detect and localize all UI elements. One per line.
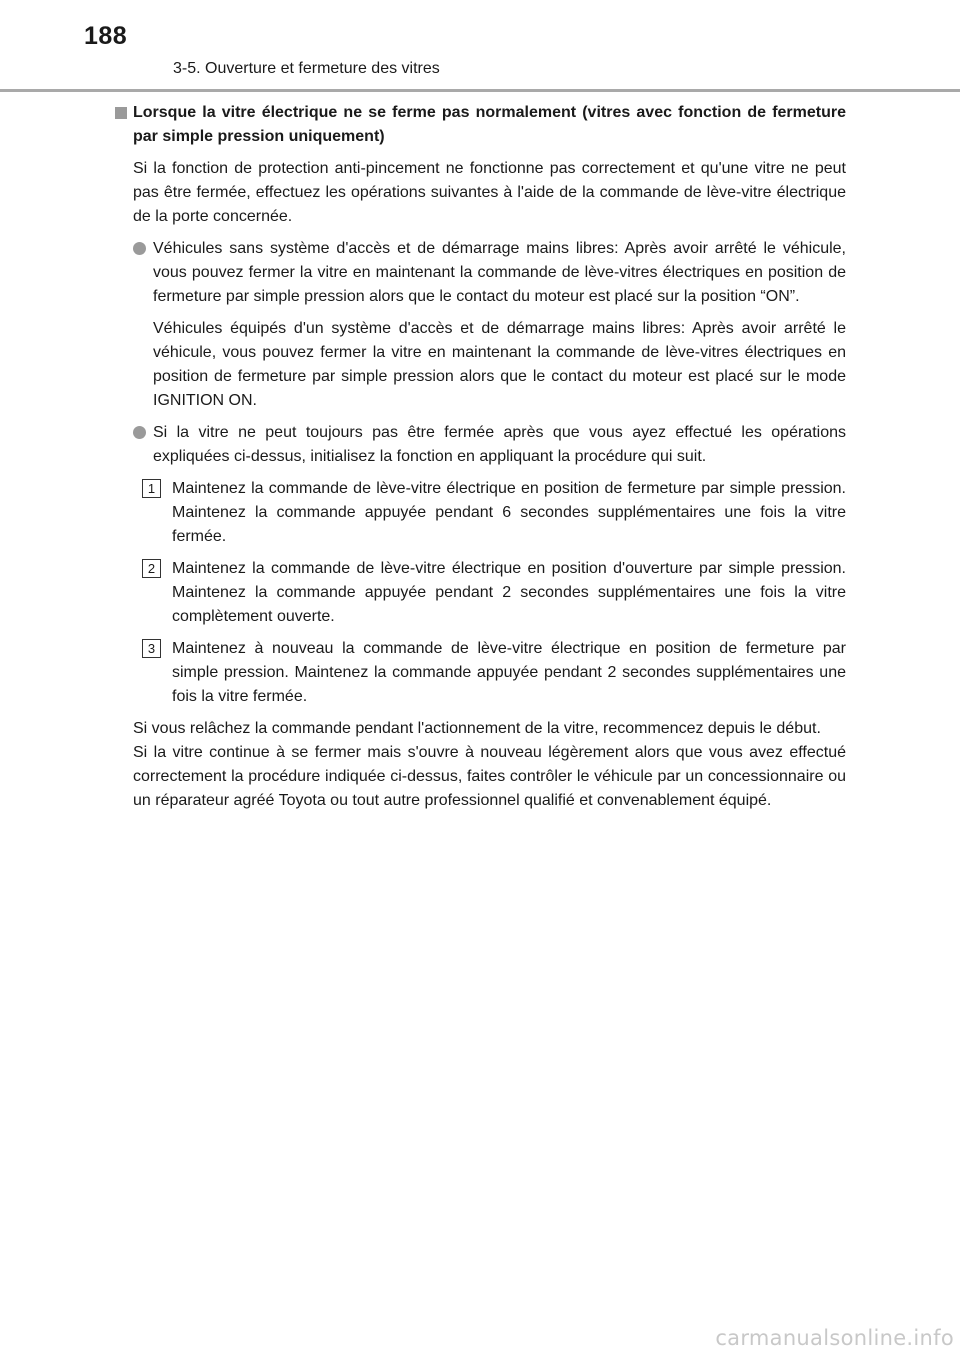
bullet-item-2 <box>113 421 846 469</box>
header-divider <box>0 89 960 92</box>
step-2 <box>113 557 846 629</box>
bullet-item-1 <box>113 237 846 309</box>
square-bullet-icon <box>115 107 127 119</box>
page-number: 188 <box>84 22 128 50</box>
section-heading: Lorsque la vitre électrique ne se ferme pas normalement (vitres avec fonction de fermeture par simple pression uniquement) <box>133 104 846 145</box>
bullet-text: Véhicules sans système d'accès et de démarrage mains libres: Après avoir arrêté le véhicule, vous pouvez fermer la vitre en maintenant la commande de lève-vitres électriques en position de fermeture par simple pression alors que le contact du moteur est placé sur la position “ON”. <box>153 240 846 305</box>
section-heading-row <box>113 101 846 149</box>
step-text: Maintenez la commande de lève-vitre électrique en position d'ouverture par simple pression. Maintenez la commande appuyée pendant 2 secondes supplémentaires une fois la vitre complètement ouverte. <box>172 560 846 625</box>
page-header <box>0 0 960 92</box>
step-number-box: 3 <box>142 639 161 658</box>
intro-paragraph: Si la fonction de protection anti-pincement ne fonctionne pas correctement et qu'une vitre ne peut pas être fermée, effectuez les opérations suivantes à l'aide de la commande de lève-vitre électrique de la porte concernée. <box>133 160 846 225</box>
step-text: Maintenez la commande de lève-vitre électrique en position de fermeture par simple pression. Maintenez la commande appuyée pendant 6 secondes supplémentaires une fois la vitre fermée. <box>172 480 846 545</box>
circle-bullet-icon <box>133 426 146 439</box>
section-title: 3-5. Ouverture et fermeture des vitres <box>173 60 440 77</box>
step-number-box: 1 <box>142 479 161 498</box>
step-text: Maintenez à nouveau la commande de lève-vitre électrique en position de fermeture par simple pression. Maintenez la commande appuyée pendant 2 secondes supplémentaires une fois la vitre fermée. <box>172 640 846 705</box>
bullet-text: Si la vitre ne peut toujours pas être fermée après que vous ayez effectué les opérations expliquées ci-dessus, initialisez la fonction en appliquant la procédure qui suit. <box>153 424 846 465</box>
bullet-continuation: Véhicules équipés d'un système d'accès et de démarrage mains libres: Après avoir arrêté le véhicule, vous pouvez fermer la vitre en maintenant la commande de lève-vitres électriques en position de fermeture par simple pression alors que le contact du moteur est placé sur le mode IGNITION ON. <box>153 320 846 409</box>
closing-text-2: Si la vitre continue à se fermer mais s'ouvre à nouveau légèrement alors que vous avez effectué correctement la procédure indiquée ci-dessus, faites contrôler le véhicule par un concessionnaire ou un réparateur agréé Toyota ou tout autre professionnel qualifié et convenablement équipé. <box>133 744 846 809</box>
watermark: carmanualsonline.info <box>715 1326 954 1350</box>
closing-paragraph <box>133 717 846 813</box>
step-1 <box>113 477 846 549</box>
page-content <box>113 101 846 813</box>
step-3 <box>113 637 846 709</box>
circle-bullet-icon <box>133 242 146 255</box>
step-number-box: 2 <box>142 559 161 578</box>
closing-text-1: Si vous relâchez la commande pendant l'actionnement de la vitre, recommencez depuis le début. <box>133 720 821 737</box>
